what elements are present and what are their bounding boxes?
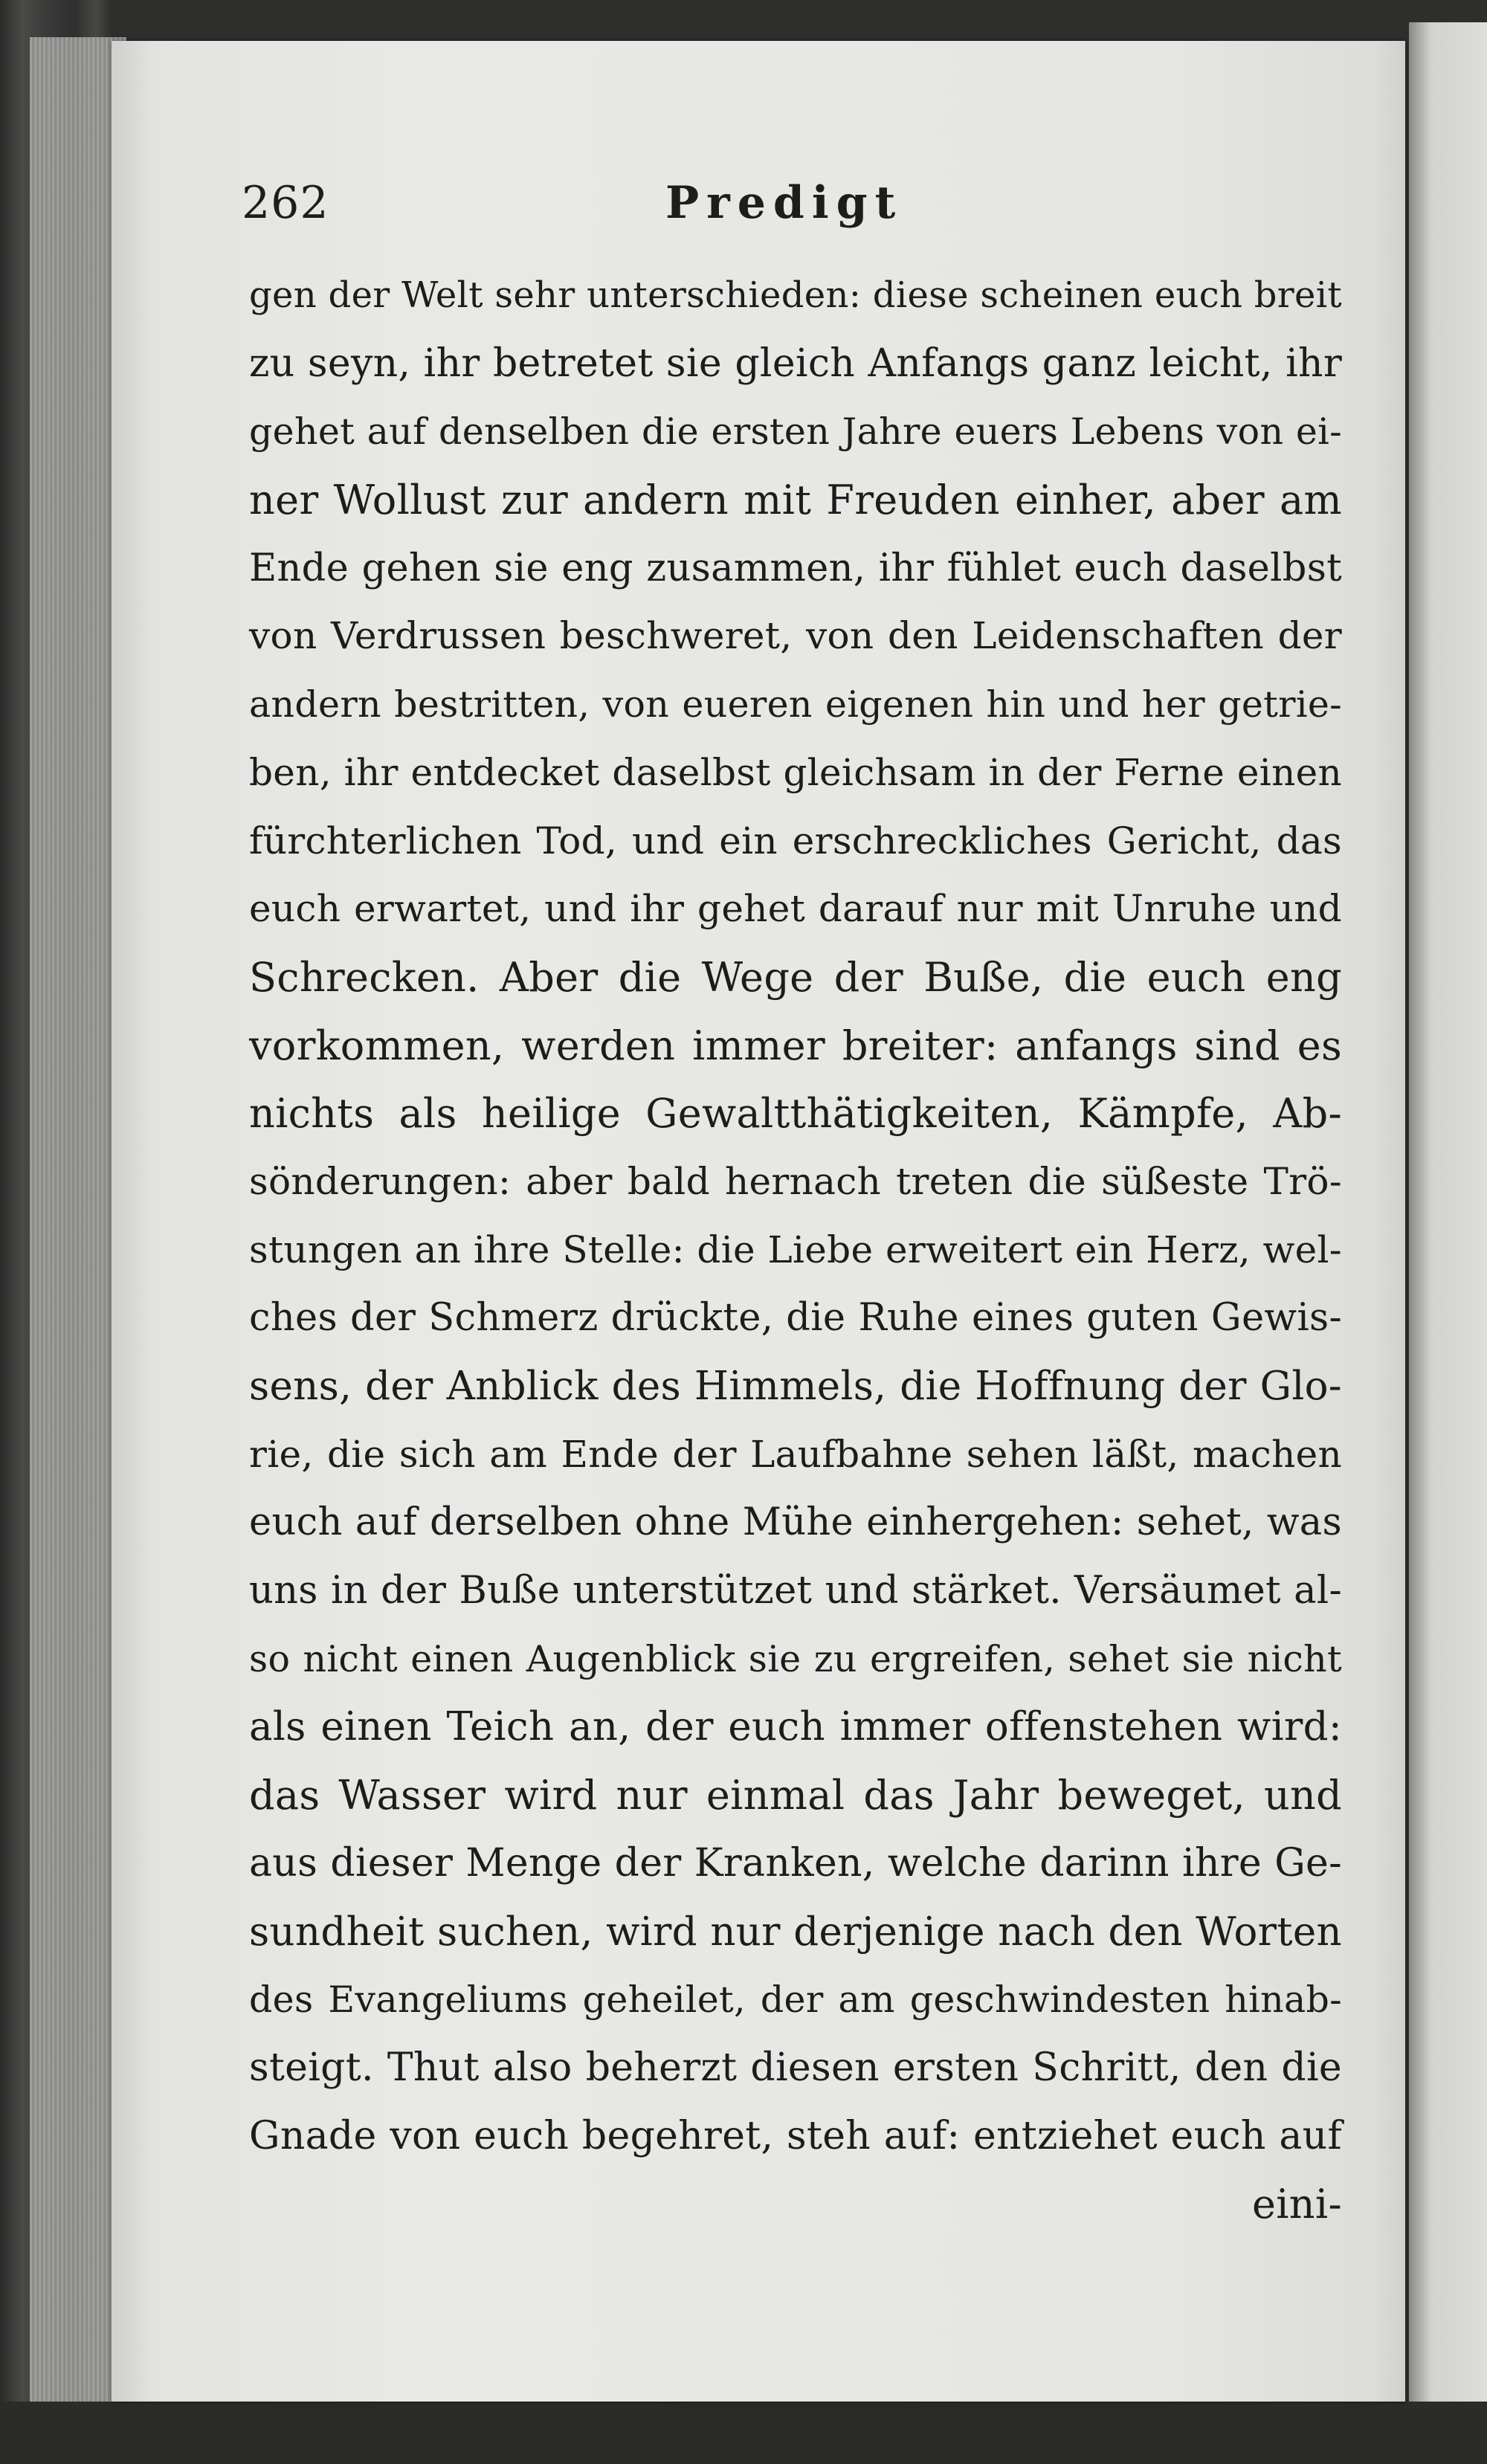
text-line: sönderungen: aber bald hernach treten die süßeste Trö- <box>249 1159 1342 1203</box>
page-header <box>242 177 1342 236</box>
text-line: andern bestritten, von eueren eigenen hin und her getrie- <box>249 683 1342 726</box>
text-line: sens, der Anblick des Himmels, die Hoffnung der Glo- <box>249 1364 1342 1409</box>
text-line: Ende gehen sie eng zusammen, ihr fühlet euch daselbst <box>249 546 1342 590</box>
text-line: steigt. Thut also beherzt diesen ersten Schritt, den die <box>249 2045 1342 2090</box>
text-line: rie, die sich am Ende der Laufbahne sehen läßt, machen <box>249 1432 1342 1476</box>
text-line: ben, ihr entdecket daselbst gleichsam in der Ferne einen <box>249 750 1342 794</box>
text-line: gen der Welt sehr unterschieden: diese scheinen euch breit <box>249 274 1342 316</box>
text-line: von Verdrussen beschweret, von den Leidenschaften der <box>249 614 1342 658</box>
text-line: uns in der Buße unterstützet und stärket. Versäumet al- <box>249 1569 1342 1613</box>
text-line: fürchterlichen Tod, und ein erschreckliches Gericht, das <box>249 819 1342 862</box>
text-line: so nicht einen Augenblick sie zu ergreifen, sehet sie nicht <box>249 1637 1342 1680</box>
running-head: Predigt <box>665 177 903 229</box>
text-line: euch erwartet, und ihr gehet darauf nur mit Unruhe und <box>249 887 1342 931</box>
catchword: eini- <box>1251 2181 1342 2228</box>
page-number: 262 <box>242 177 329 229</box>
text-line: vorkommen, werden immer breiter: anfangs sind es <box>249 1022 1342 1069</box>
body-text <box>249 262 1342 2239</box>
text-line: ner Wollust zur andern mit Freuden einher, aber am <box>249 477 1342 524</box>
text-line: des Evangeliums geheilet, der am geschwindesten hinab- <box>249 1978 1342 2022</box>
text-line: das Wasser wird nur einmal das Jahr beweget, und <box>249 1772 1342 1819</box>
text-line: sundheit suchen, wird nur derjenige nach den Worten <box>249 1909 1342 1955</box>
bottom-shadow <box>0 2402 1487 2464</box>
text-line: stungen an ihre Stelle: die Liebe erweitert ein Herz, wel- <box>249 1228 1342 1271</box>
text-line: Gnade von euch begehret, steh auf: entziehet euch auf <box>249 2113 1342 2158</box>
text-line: gehet auf denselben die ersten Jahre euers Lebens von ei- <box>249 410 1342 454</box>
text-line: als einen Teich an, der euch immer offenstehen wird: <box>249 1704 1342 1750</box>
facing-page-edge <box>1409 22 1487 2424</box>
text-line: aus dieser Menge der Kranken, welche darinn ihre Ge- <box>249 1840 1342 1886</box>
text-line: Schrecken. Aber die Wege der Buße, die euch eng <box>249 953 1342 1001</box>
text-line: euch auf derselben ohne Mühe einhergehen: sehet, was <box>249 1500 1342 1545</box>
text-line: nichts als heilige Gewaltthätigkeiten, Kämpfe, Ab- <box>249 1090 1342 1138</box>
text-line: zu seyn, ihr betretet sie gleich Anfangs ganz leicht, ihr <box>249 341 1342 386</box>
text-line: ches der Schmerz drückte, die Ruhe eines guten Gewis- <box>249 1296 1342 1341</box>
